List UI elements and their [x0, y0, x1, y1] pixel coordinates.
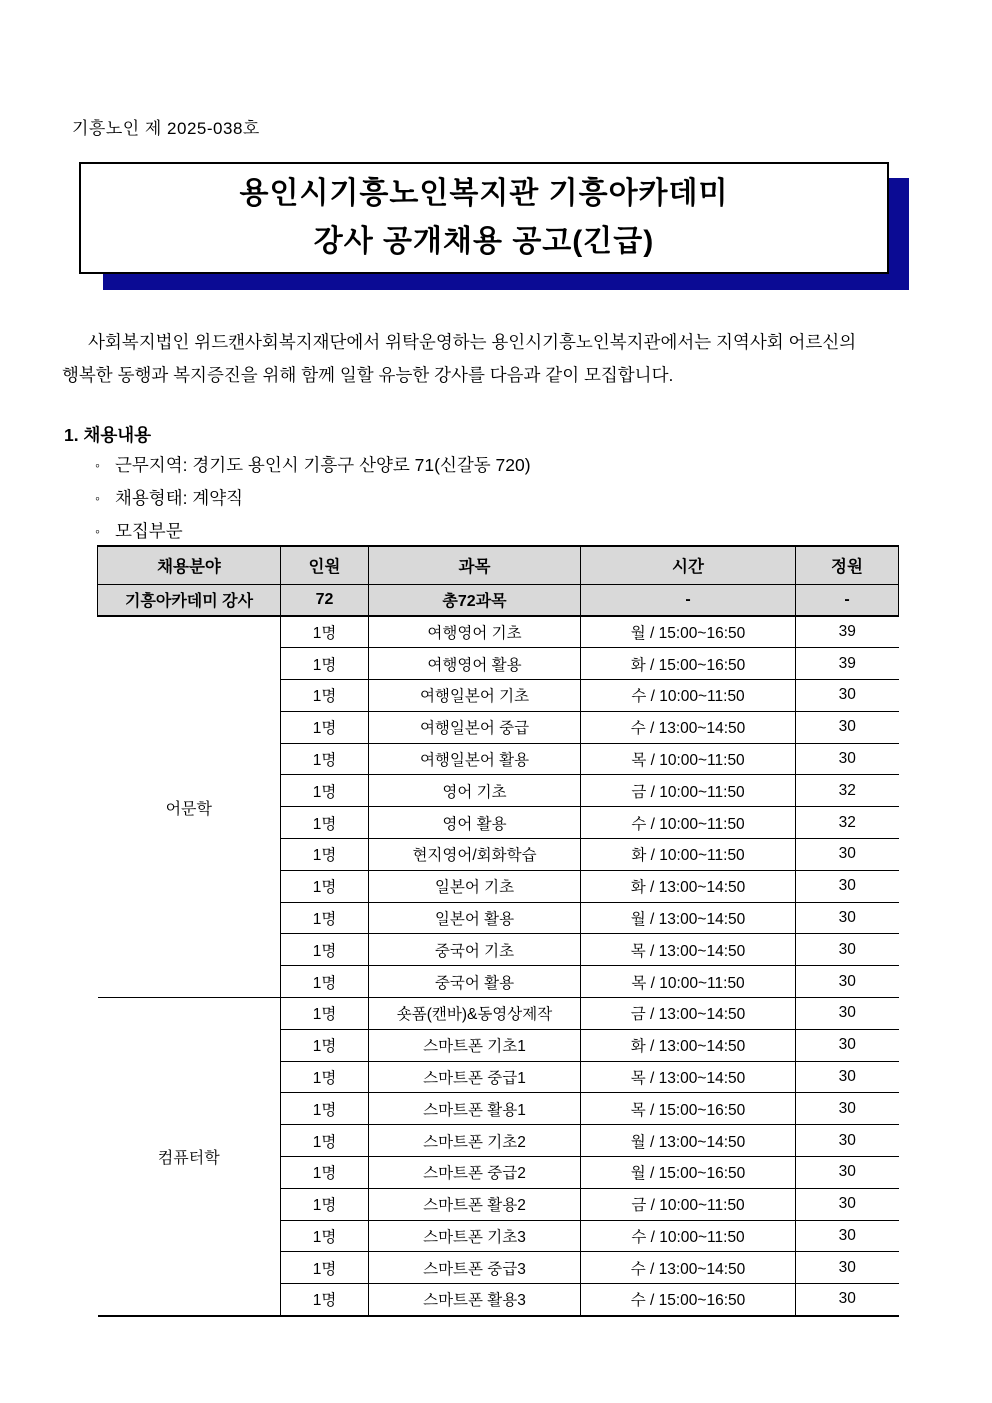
header-cell-count: 인원 [281, 546, 369, 584]
cell-subject: 스마트폰 중급1 [369, 1061, 581, 1093]
bullet-circle-icon: ◦ [95, 456, 100, 473]
cell-count: 1명 [281, 1188, 369, 1220]
cell-capacity: 30 [796, 1252, 899, 1284]
cell-capacity: 30 [796, 1061, 899, 1093]
cell-count: 1명 [281, 1029, 369, 1061]
cell-count: 1명 [281, 1093, 369, 1125]
cell-time: 수 / 15:00~16:50 [581, 1284, 796, 1316]
cell-subject: 중국어 활용 [369, 966, 581, 998]
header-cell-time: 시간 [581, 546, 796, 584]
cell-count: 1명 [281, 966, 369, 998]
cell-capacity: 30 [796, 743, 899, 775]
cell-capacity: 30 [796, 1284, 899, 1316]
cell-time: 화 / 13:00~14:50 [581, 870, 796, 902]
cell-capacity: 30 [796, 680, 899, 712]
cell-time: 수 / 13:00~14:50 [581, 711, 796, 743]
cell-capacity: 30 [796, 1093, 899, 1125]
cell-subject: 스마트폰 기초2 [369, 1125, 581, 1157]
table-summary-row [98, 584, 899, 616]
cell-time: 목 / 13:00~14:50 [581, 934, 796, 966]
cell-time: 목 / 10:00~11:50 [581, 743, 796, 775]
cell-time: 금 / 10:00~11:50 [581, 775, 796, 807]
cell-subject: 스마트폰 기초3 [369, 1220, 581, 1252]
cell-subject: 스마트폰 활용1 [369, 1093, 581, 1125]
cell-capacity: 30 [796, 998, 899, 1030]
cell-capacity: 32 [796, 775, 899, 807]
intro-line-1: 사회복지법인 위드캔사회복지재단에서 위탁운영하는 용인시기흥노인복지관에서는 지역사회 어르신의 [88, 332, 857, 352]
cell-count: 1명 [281, 1061, 369, 1093]
cell-subject: 일본어 기초 [369, 870, 581, 902]
intro-paragraph [62, 326, 937, 392]
cell-time: 수 / 13:00~14:50 [581, 1252, 796, 1284]
cell-capacity: 30 [796, 1188, 899, 1220]
cell-subject: 여행일본어 중급 [369, 711, 581, 743]
table-header-row [98, 546, 899, 584]
category-cell: 어문학 [98, 616, 281, 998]
cell-capacity: 30 [796, 902, 899, 934]
cell-capacity: 39 [796, 648, 899, 680]
cell-capacity: 39 [796, 616, 899, 648]
cell-capacity: 32 [796, 807, 899, 839]
bullet-text-work-location: 근무지역: 경기도 용인시 기흥구 산양로 71(신갈동 720) [115, 455, 531, 475]
cell-subject: 여행영어 활용 [369, 648, 581, 680]
doc-number: 기흥노인 제 2025-038호 [72, 119, 260, 138]
section-heading-recruitment: 1. 채용내용 [64, 425, 152, 445]
cell-count: 1명 [281, 1220, 369, 1252]
cell-count: 1명 [281, 870, 369, 902]
cell-time: 화 / 13:00~14:50 [581, 1029, 796, 1061]
cell-subject: 중국어 기초 [369, 934, 581, 966]
cell-time: 수 / 10:00~11:50 [581, 680, 796, 712]
cell-time: 월 / 15:00~16:50 [581, 1157, 796, 1189]
cell-capacity: 30 [796, 1157, 899, 1189]
cell-count: 1명 [281, 839, 369, 871]
cell-capacity: 30 [796, 934, 899, 966]
cell-time: 금 / 10:00~11:50 [581, 1188, 796, 1220]
bullet-list [95, 448, 531, 547]
cell-time: 금 / 13:00~14:50 [581, 998, 796, 1030]
cell-time: 수 / 10:00~11:50 [581, 807, 796, 839]
header-cell-field: 채용분야 [98, 546, 281, 584]
cell-subject: 영어 기초 [369, 775, 581, 807]
summary-cell-time: - [581, 584, 796, 616]
cell-subject: 여행일본어 활용 [369, 743, 581, 775]
cell-time: 화 / 10:00~11:50 [581, 839, 796, 871]
cell-count: 1명 [281, 680, 369, 712]
cell-count: 1명 [281, 616, 369, 648]
bullet-circle-icon: ◦ [95, 489, 100, 506]
summary-cell-count: 72 [281, 584, 369, 616]
cell-subject: 숏폼(캔바)&동영상제작 [369, 998, 581, 1030]
cell-count: 1명 [281, 743, 369, 775]
title-line-1: 용인시기흥노인복지관 기흥아카데미 [239, 177, 729, 210]
recruitment-table-body [98, 546, 899, 1316]
bullet-item-work-location [95, 448, 531, 481]
recruitment-table [97, 545, 899, 1317]
cell-count: 1명 [281, 1252, 369, 1284]
cell-count: 1명 [281, 807, 369, 839]
cell-subject: 스마트폰 중급3 [369, 1252, 581, 1284]
cell-subject: 일본어 활용 [369, 902, 581, 934]
cell-count: 1명 [281, 1157, 369, 1189]
cell-capacity: 30 [796, 870, 899, 902]
title-box [79, 162, 889, 274]
bullet-circle-icon: ◦ [95, 522, 100, 539]
cell-subject: 스마트폰 활용2 [369, 1188, 581, 1220]
cell-capacity: 30 [796, 1220, 899, 1252]
cell-count: 1명 [281, 1125, 369, 1157]
summary-cell-capacity: - [796, 584, 899, 616]
cell-count: 1명 [281, 998, 369, 1030]
cell-subject: 스마트폰 기초1 [369, 1029, 581, 1061]
cell-capacity: 30 [796, 1125, 899, 1157]
header-cell-subject: 과목 [369, 546, 581, 584]
cell-time: 월 / 15:00~16:50 [581, 616, 796, 648]
title-line-2: 강사 공개채용 공고(긴급) [313, 225, 655, 258]
cell-time: 목 / 15:00~16:50 [581, 1093, 796, 1125]
cell-subject: 영어 활용 [369, 807, 581, 839]
cell-subject: 스마트폰 활용3 [369, 1284, 581, 1316]
cell-subject: 여행일본어 기초 [369, 680, 581, 712]
cell-count: 1명 [281, 775, 369, 807]
cell-time: 월 / 13:00~14:50 [581, 1125, 796, 1157]
cell-capacity: 30 [796, 711, 899, 743]
summary-cell-subject: 총72과목 [369, 584, 581, 616]
summary-cell-field: 기흥아카데미 강사 [98, 584, 281, 616]
cell-time: 목 / 13:00~14:50 [581, 1061, 796, 1093]
bullet-text-recruit-field: 모집부문 [115, 521, 183, 541]
cell-count: 1명 [281, 902, 369, 934]
bullet-item-recruit-field [95, 514, 531, 547]
header-cell-capacity: 정원 [796, 546, 899, 584]
bullet-text-employment-type: 채용형태: 계약직 [115, 488, 244, 508]
cell-time: 목 / 10:00~11:50 [581, 966, 796, 998]
intro-line-2: 행복한 동행과 복지증진을 위해 함께 일할 유능한 강사를 다음과 같이 모집합니다. [62, 365, 674, 385]
bullet-item-employment-type [95, 481, 531, 514]
cell-count: 1명 [281, 1284, 369, 1316]
cell-subject: 스마트폰 중급2 [369, 1157, 581, 1189]
cell-time: 화 / 15:00~16:50 [581, 648, 796, 680]
cell-count: 1명 [281, 711, 369, 743]
cell-capacity: 30 [796, 839, 899, 871]
cell-count: 1명 [281, 934, 369, 966]
table-row [98, 616, 899, 648]
cell-count: 1명 [281, 648, 369, 680]
cell-subject: 여행영어 기초 [369, 616, 581, 648]
cell-capacity: 30 [796, 966, 899, 998]
category-cell: 컴퓨터학 [98, 998, 281, 1316]
table-row [98, 998, 899, 1030]
cell-time: 수 / 10:00~11:50 [581, 1220, 796, 1252]
cell-subject: 현지영어/회화학습 [369, 839, 581, 871]
cell-capacity: 30 [796, 1029, 899, 1061]
cell-time: 월 / 13:00~14:50 [581, 902, 796, 934]
